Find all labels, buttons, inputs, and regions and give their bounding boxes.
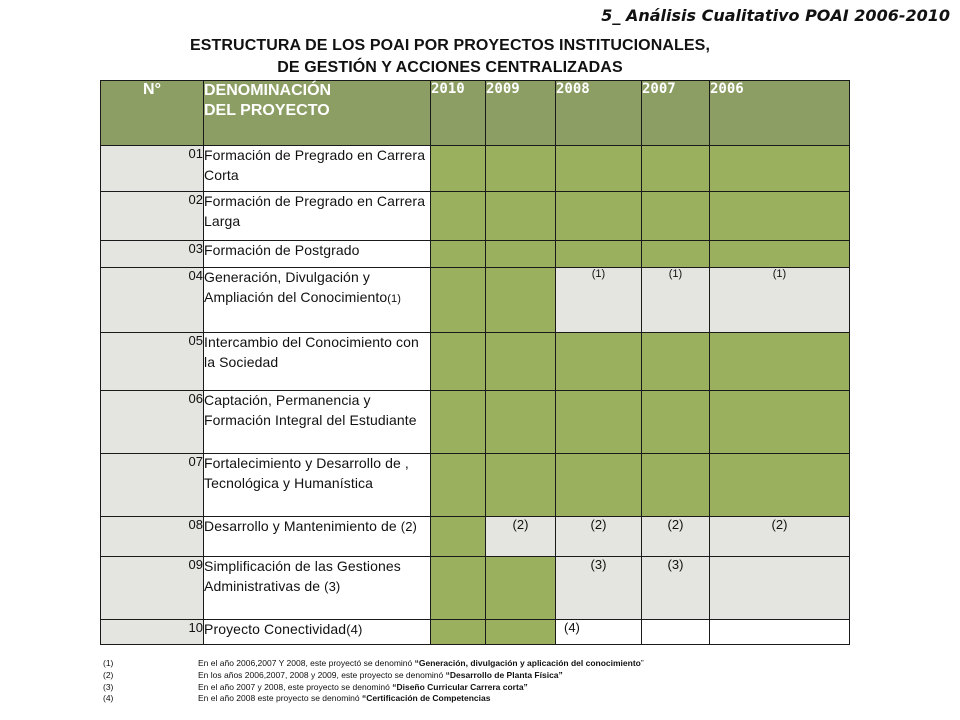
project-number: 01 (101, 146, 204, 192)
column-header-year: 2008 (556, 81, 642, 146)
status-cell (486, 268, 556, 333)
column-header-year: 2006 (710, 81, 850, 146)
footnote-cell: (4) (556, 620, 642, 645)
project-name-text: Simplificación de las Gestiones Administrativas de (204, 558, 401, 594)
column-header-year: 2010 (431, 81, 486, 146)
project-number: 09 (101, 557, 204, 620)
status-cell (710, 192, 850, 241)
footnote-text (198, 670, 563, 682)
status-cell (710, 146, 850, 192)
project-name-text: Desarrollo y Mantenimiento de (204, 518, 401, 534)
footnote-number: (3) (103, 681, 114, 692)
footnote-text-plain: En el año 2006,2007 Y 2008, este proyectó se denominó (198, 658, 415, 668)
status-cell (486, 620, 556, 645)
status-cell (431, 391, 486, 454)
project-name (204, 620, 431, 645)
status-cell (431, 517, 486, 557)
status-cell (486, 454, 556, 517)
project-name: Intercambio del Conocimiento con la Sociedad (204, 333, 431, 391)
footnote-ref: (2) (400, 519, 417, 534)
status-cell (486, 391, 556, 454)
project-number: 06 (101, 391, 204, 454)
footnote-cell: (2) (710, 517, 850, 557)
footnote-ref: (1) (387, 292, 401, 305)
footnote (103, 682, 644, 694)
status-cell (556, 146, 642, 192)
poai-projects-table (100, 80, 850, 645)
status-cell (642, 391, 710, 454)
table-row (101, 192, 850, 241)
project-number: 10 (101, 620, 204, 645)
project-number: 08 (101, 517, 204, 557)
footnote-text-plain: En el año 2007 y 2008, este proyecto se denominó (198, 681, 393, 692)
section-title: 5_ Análisis Cualitativo POAI 2006-2010 (601, 6, 950, 25)
status-cell (556, 241, 642, 268)
table-row (101, 517, 850, 557)
table-row (101, 268, 850, 333)
status-cell (431, 268, 486, 333)
footnote-cell: (1) (556, 268, 642, 333)
project-number: 05 (101, 333, 204, 391)
status-cell (642, 192, 710, 241)
footnote-cell: (2) (556, 517, 642, 557)
status-cell (431, 333, 486, 391)
table-header-row (101, 81, 850, 146)
status-cell (710, 241, 850, 268)
status-cell (710, 333, 850, 391)
status-cell (486, 146, 556, 192)
footnote-number: (4) (103, 693, 114, 704)
footnote-text-plain: En el año 2008 este proyecto se denominó (198, 693, 362, 704)
table-row (101, 620, 850, 645)
footnote-text-bold: “Certificación de Competencias (361, 693, 491, 704)
footnote-cell: (1) (642, 268, 710, 333)
status-cell (486, 333, 556, 391)
column-header-denomination (204, 81, 431, 146)
project-name: Formación de Pregrado en Carrera Larga (204, 192, 431, 241)
project-number: 03 (101, 241, 204, 268)
footnote-number: (2) (103, 669, 114, 680)
table-row (101, 241, 850, 268)
table-row (101, 454, 850, 517)
status-cell (710, 620, 850, 645)
project-name: Fortalecimiento y Desarrollo de , Tecnológica y Humanística (204, 454, 431, 517)
status-cell (486, 241, 556, 268)
footnote-number: (1) (103, 658, 114, 668)
table-row (101, 557, 850, 620)
column-header-denomination-line-1: DENOMINACIÓN (204, 82, 332, 99)
column-header-denomination-line-2: DEL PROYECTO (204, 102, 330, 119)
status-cell (642, 454, 710, 517)
status-cell (710, 557, 850, 620)
project-name: Formación de Postgrado (204, 241, 431, 268)
column-header-year: 2007 (642, 81, 710, 146)
status-cell (431, 620, 486, 645)
project-name (204, 517, 431, 557)
table-row (101, 391, 850, 454)
footnote-ref: (3) (324, 578, 341, 594)
footnotes (103, 658, 644, 705)
footnote-text-plain: ” (640, 658, 644, 668)
project-name (204, 557, 431, 620)
project-name: Formación de Pregrado en Carrera Corta (204, 146, 431, 192)
status-cell (710, 454, 850, 517)
project-number: 02 (101, 192, 204, 241)
status-cell (642, 146, 710, 192)
table-row (101, 146, 850, 192)
footnote (103, 693, 644, 705)
footnote-text (198, 682, 528, 694)
status-cell (710, 391, 850, 454)
footnote-ref: (4) (346, 622, 363, 637)
status-cell (431, 146, 486, 192)
status-cell (486, 192, 556, 241)
status-cell (431, 241, 486, 268)
status-cell (556, 391, 642, 454)
status-cell (486, 557, 556, 620)
footnote-text (198, 693, 490, 705)
status-cell (431, 192, 486, 241)
footnote-cell: (2) (486, 517, 556, 557)
project-number: 07 (101, 454, 204, 517)
project-name: Captación, Permanencia y Formación Integral del Estudiante (204, 391, 431, 454)
table-row (101, 333, 850, 391)
footnote-text (198, 658, 644, 670)
footnote-cell: (3) (556, 557, 642, 620)
footnote-text-bold: “Diseño Curricular Carrera corta” (392, 681, 528, 692)
status-cell (556, 454, 642, 517)
footnote-text-bold: “Generación, divulgación y aplicación del conocimiento (414, 658, 641, 668)
footnote-text-bold: “Desarrollo de Planta Física” (445, 669, 563, 680)
project-name-text: Proyecto Conectividad (204, 621, 347, 637)
status-cell (556, 192, 642, 241)
page-title-line-1: ESTRUCTURA DE LOS POAI POR PROYECTOS INSTITUCIONALES, (189, 37, 710, 54)
footnote (103, 658, 644, 670)
status-cell (642, 620, 710, 645)
status-cell (431, 454, 486, 517)
project-number: 04 (101, 268, 204, 333)
column-header-year: 2009 (486, 81, 556, 146)
project-name (204, 268, 431, 333)
footnote-cell: (1) (710, 268, 850, 333)
page-title (0, 35, 900, 79)
status-cell (642, 241, 710, 268)
footnote-text-plain: En los años 2006,2007, 2008 y 2009, este proyecto se denominó (198, 669, 446, 680)
status-cell (556, 333, 642, 391)
column-header-number: N° (101, 81, 204, 146)
footnote (103, 670, 644, 682)
project-name-text: Generación, Divulgación y Ampliación del Conocimiento (204, 269, 388, 305)
footnote-cell: (3) (642, 557, 710, 620)
status-cell (431, 557, 486, 620)
status-cell (642, 333, 710, 391)
page-title-line-2: DE GESTIÓN Y ACCIONES CENTRALIZADAS (277, 59, 623, 76)
footnote-cell: (2) (642, 517, 710, 557)
